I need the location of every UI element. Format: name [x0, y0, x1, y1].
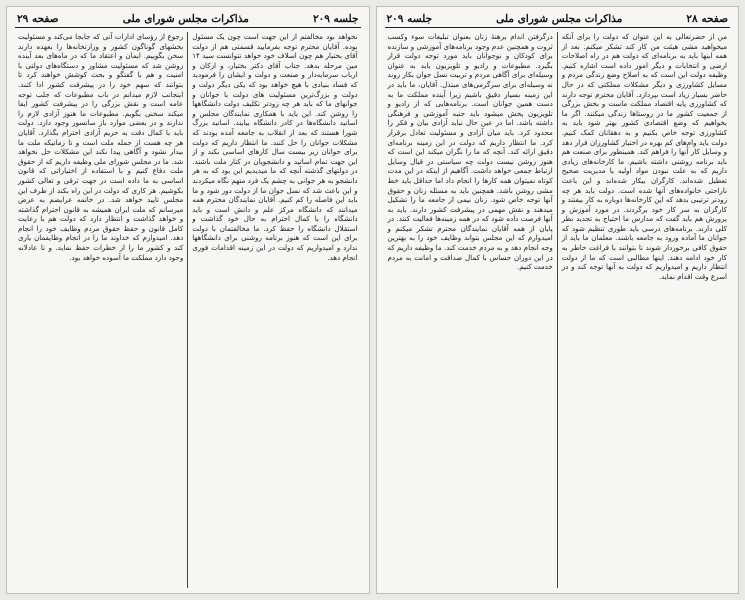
left-page-column-left: [15, 32, 186, 588]
column-divider: [187, 32, 188, 588]
right-page-number: صفحه ۲۸: [686, 13, 728, 25]
left-page-column-right: [189, 32, 360, 588]
right-page-title: مذاکرات مجلس شورای ملی: [496, 13, 623, 25]
right-page-header: [385, 13, 731, 28]
left-page-column-left-text: رجوع از رؤسای ادارات آنی که جابجا می‌کند و مسئولیت بخشهای گوناگون کشور و وزارتخانه‌ها را بعهده دارند سخن بگوییم. ایمان و اعتقاد ما که در ماه‌های بعد آینده روشن شد که مسئولیت مشاور و دستگاه‌های دولتی با امنیت و هم با گفتگو و بحث کوشش خواهند کرد تا بتوانند که سهم خود را در پیشرفت کشور ادا کنند. اینجانب لازم میدانم در باب مطبوعات که جلب توجه عامه است و نقش بزرگی را در پیشرفت کشور ایفا میکند سخنی بگویم. مطبوعات ما هنوز آزادی لازم را ندارند و در بعضی موارد باز سانسور وجود دارد. دولت باید با کمال دقت به حریم آزادی احترام بگذارد. آقایان هر چه هست از جمله ملت است و تا زمانیکه ملت ما بیدار نشود و آگاهی پیدا نکند این مشکلات حل نخواهد شد. ما در مجلس شورای ملی وظیفه داریم که از حقوق ملت دفاع کنیم و با استفاده از اختیاراتی که قانون اساسی به ما داده است در جهت ترقی و تعالی کشور بکوشیم. هر کاری که دولت در این راه بکند از طرف این مجلس تایید خواهد شد. در خاتمه عرایضم به عرض میرسانم که ملت ایران همیشه به قانون احترام گذاشته و خواهد گذاشت و انتظار دارد که دولت هم با رعایت کامل قانون و حفظ حقوق مردم وظایف خود را انجام دهد. امیدوارم که خداوند ما را در انجام وظایفمان یاری کند و کشور ما را از خطرات حفظ نماید. و تا عادلانه وجود دارد مملکت ما آسوده خواهد بود.: [18, 32, 184, 262]
left-page-title: مذاکرات مجلس شورای ملی: [122, 13, 249, 25]
right-page-session: جلسه ۲۰۹: [386, 13, 433, 25]
left-page-number: صفحه ۲۹: [17, 13, 59, 25]
right-page-column-left-text: درگرفتن اندام برهنهٔ زنان بعنوان تبلیغات سوء وکسب ثروت و همچنین عدم وجود برنامه‌های آموزشی و سازنده برای کودکان و نوجوانان باید مورد توجه دولت قرار بگیرد. مطبوعات و رادیو و تلویزیون باید به عنوان وسیله‌ای برای آگاهی مردم و تربیت نسل جوان بکار روند نه وسیله‌ای برای سرگرمی‌های مبتذل. آقایان، ما باید در این زمینه بسیار دقیق باشیم زیرا آینده مملکت ما به دست همین جوانان است. برنامه‌هایی که از رادیو و تلویزیون پخش میشود باید جنبه آموزشی و فرهنگی داشته باشد. اما در عین حال نباید آزادی بیان و فکر را محدود کرد. باید میان آزادی و مسئولیت تعادل برقرار کرد. ما انتظار داریم که دولت در این زمینه برنامه‌ای دقیق ارائه کند. آنچه که ما را نگران میکند این است که هنوز روشن نیست دولت چه سیاستی در قبال وسایل ارتباط جمعی خواهد داشت. آگاهیم از اینکه در این مدت کوتاه نمیتوان همه کارها را انجام داد اما حداقل باید خط مشی روشن باشد. همچنین باید به مسئله زنان و حقوق آنها توجه خاص شود. زنان نیمی از جامعه ما را تشکیل میدهند و نقش مهمی در پیشرفت کشور دارند. باید به آنها فرصت داده شود که در همه زمینه‌ها فعالیت کنند. در پایان از همه آقایان نمایندگان محترم تشکر میکنم و امیدوارم که این مجلس بتواند وظایف خود را به بهترین وجه انجام دهد و به مردم خدمت کند. ما وظیفه داریم که در این دوران حساس با کمال صداقت و امانت به مردم خدمت کنیم.: [387, 32, 553, 272]
left-page: [6, 6, 370, 594]
column-divider: [557, 32, 558, 588]
left-page-session: جلسه ۲۰۹: [312, 13, 359, 25]
right-page-column-left: [385, 32, 556, 588]
right-page-columns: [385, 32, 731, 588]
left-page-columns: [15, 32, 361, 588]
right-page-column-right: [559, 32, 730, 588]
left-page-column-right-text: نخواهد بود مخالفتم از این جهت است چون یک مسئول بوده. آقایان محترم توجه بفرمایید قسمتی هم از دولت آقای بختیار هم چون اسلاف خود خواهد نتوانست سید ۱۴ مین مرحله بدهد. جناب آقای دکتر بختیار، و ارکان و ارباب سرمایه‌دار و صنعت و دولت و ایشان را فرمودید که فساد بنیادی با هیچ خواهد بود که یکی دیگر دولت و دولت و بزرگ‌ترین مسئولیت های دولت با جوانان و جوانهای ما که باید هر چه زودتر تکلیف دولت دانشگاهها را روشن کند. این باید با همکاری نمایندگان مجلس و اساتید دانشگاه‌ها در کادر دانشگاه بیایند. اساتید بزرگ شورا هستند که بعد از انقلاب به جامعه آمده بودند که مشکلات جوانان را حل کنند. ما انتظار داریم که دولت برای جوانان زیر بیست سال کارهای اساسی بکند و از این جهت تمام اساتید و دانشجویان در کنار ملت باشند. در دولتهای گذشته آنچه که ما میدیدیم این بود که به هر دانشجو به هر جوانی به چشم یک فرد متهم نگاه میکردند و این باعث شد که نسل جوان ما از دولت دور شود و ما باید این فاصله را کم کنیم. آقایان نمایندگان محترم همه میدانند که دانشگاه مرکز علم و دانش است و باید دانشگاه را با کمال احترام به حال خود گذاشت و استقلال دانشگاه را حفظ کرد. ما مخالفتمان با دولت برای این است که هنوز برنامه روشنی برای دانشگاهها ندارد و امیدواریم که دولت در این زمینه اقدامات فوری انجام دهد.: [192, 32, 358, 262]
two-page-spread: [6, 6, 739, 594]
right-page: [376, 6, 740, 594]
right-page-column-right-text: من از حضرتعالی به این عنوان که دولت را برای آنکه میخواهید مشی هیئت من کار کند تشکر میکنم. بعد از همه اینها باید به برنامه‌ای که دولت هم در راه اصلاحات ارضی و انتخابات و دیگر امور داده است اشاره کنیم. وظیفه دولت این است که به اصلاح وضع زندگی مردم و مسایل کشاورزی و دیگر مشکلات مملکتی که در حال حاضر بسیار زیاد است بپردازد. آقایان محترم توجه دارند که کشاورزی پایه اقتصاد مملکت ماست و بخش بزرگی از جمعیت کشور ما در روستاها زندگی میکنند. اگر ما بخواهیم که وضع اقتصادی کشور بهتر شود باید به کشاورزی توجه خاص بکنیم و به دهقانان کمک کنیم. دولت باید وام‌های کم بهره در اختیار کشاورزان قرار دهد و وسایل کار آنها را فراهم کند. همینطور برای صنعت هم باید برنامه روشنی داشته باشیم. ما کارخانه‌های زیادی داریم که به علت نبودن مواد اولیه یا مدیریت صحیح تعطیل شده‌اند. کارگران بیکار شده‌اند و این باعث ناراحتی خانواده‌های آنها شده است. دولت باید هر چه زودتر ترتیبی بدهد که این کارخانه‌ها دوباره به کار بیفتند و کارگران به سر کار خود برگردند. در مورد آموزش و پرورش هم باید گفت که مدارس ما احتیاج به تجدید نظر کلی دارند. برنامه‌های درسی باید طوری تنظیم شود که جوانان ما آماده ورود به جامعه باشند. معلمان ما باید از حقوق کافی برخوردار شوند تا بتوانند با فراغت خاطر به کار خود ادامه دهند. اینها مطالبی است که ما از دولت انتظار داریم و امیدواریم که دولت به آنها توجه کند و در اسرع وقت اقدام نماید.: [561, 32, 727, 281]
left-page-header: [15, 13, 361, 28]
